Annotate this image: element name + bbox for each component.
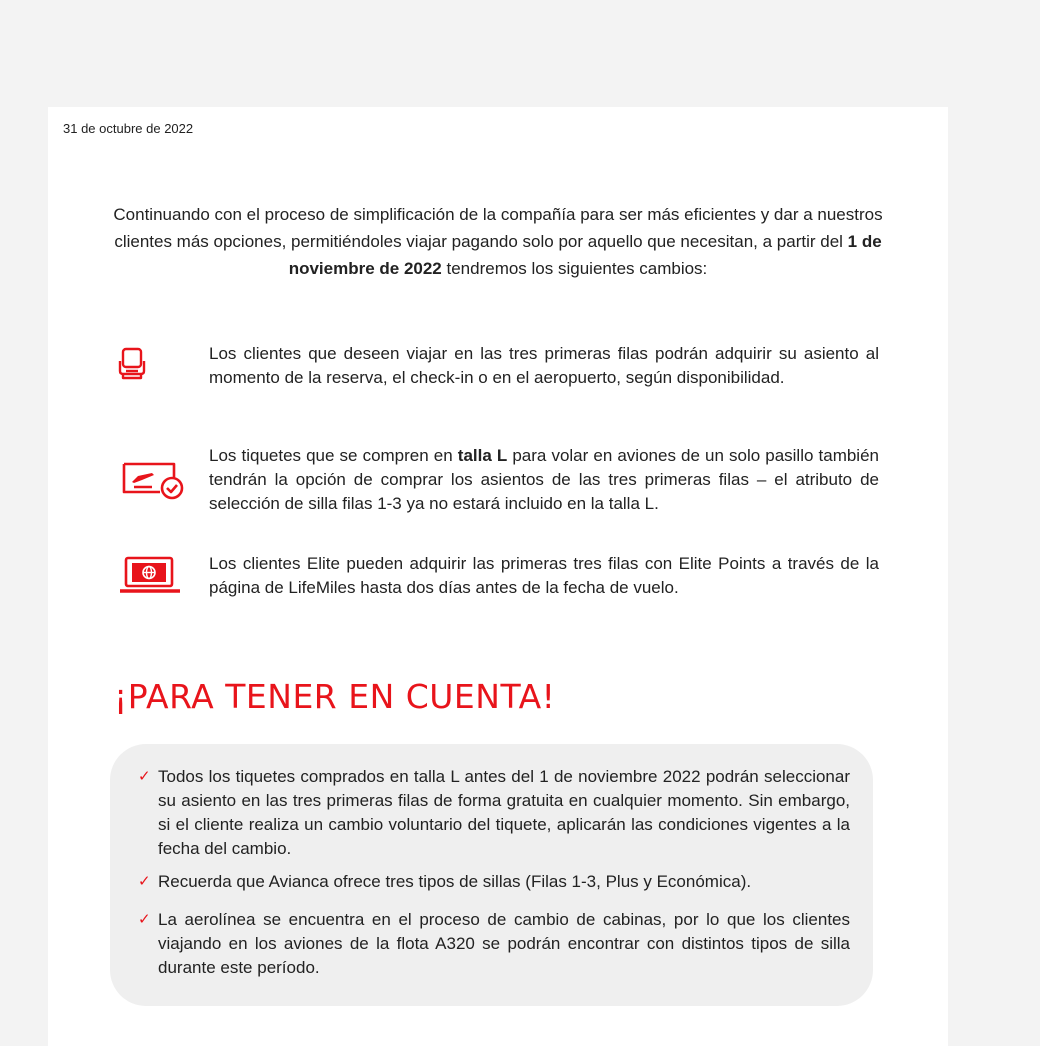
notes-box (110, 744, 873, 1006)
document-page (48, 107, 948, 1046)
check-icon: ✓ (138, 911, 151, 928)
intro-date-bold: 1 de noviembre de 2022 (288, 232, 882, 278)
ticket-check-icon (122, 460, 184, 505)
note-item (138, 765, 850, 861)
check-icon: ✓ (138, 768, 151, 785)
document-date: 31 de octubre de 2022 (63, 121, 194, 136)
laptop-globe-icon (118, 555, 182, 600)
item2-bold: talla L (457, 446, 508, 465)
check-icon: ✓ (138, 873, 151, 890)
note-text: Todos los tiquetes comprados en talla L antes del 1 de noviembre 2022 podrán seleccionar su asiento en las tres primeras filas de forma gratuita en cualquier momento. Sin embargo, si el cliente realiza un cambio voluntario del tiquete, aplicarán las condiciones vigentes a la fecha del cambio. (158, 767, 850, 858)
intro-text-start: Continuando con el proceso de simplificación de la compañía para ser más eficientes y dar a nuestros clientes más opciones, permitiéndoles viajar pagando solo por aquello que necesitan, a partir del (113, 205, 883, 251)
change-item-text: Los clientes que deseen viajar en las tres primeras filas podrán adquirir su asiento al momento de la reserva, el check-in o en el aeropuerto, según disponibilidad. (209, 344, 879, 387)
seat-icon (118, 347, 146, 388)
intro-text-end: tendremos los siguientes cambios: (441, 259, 708, 278)
note-item (138, 870, 850, 894)
change-item-text (209, 444, 879, 516)
section-heading: ¡PARA TENER EN CUENTA! (114, 677, 556, 716)
top-band (48, 0, 948, 107)
note-text: La aerolínea se encuentra en el proceso de cambio de cabinas, por lo que los clientes viajando en los aviones de la flota A320 se podrán encontrar con distintos tipos de silla durante este período. (158, 910, 850, 977)
note-text: Recuerda que Avianca ofrece tres tipos de sillas (Filas 1-3, Plus y Económica). (158, 872, 752, 891)
intro-paragraph (110, 201, 886, 282)
change-item-text: Los clientes Elite pueden adquirir las primeras tres filas con Elite Points a través de la página de LifeMiles hasta dos días antes de la fecha de vuelo. (209, 554, 879, 597)
item2-text-end: para volar en aviones de un solo pasillo también tendrán la opción de comprar los asientos de las tres primeras filas – el atributo de selección de silla filas 1-3 ya no estará incluido en la talla L. (209, 446, 879, 513)
item2-text-start: Los tiquetes que se compren en (209, 446, 458, 465)
note-item (138, 908, 850, 980)
